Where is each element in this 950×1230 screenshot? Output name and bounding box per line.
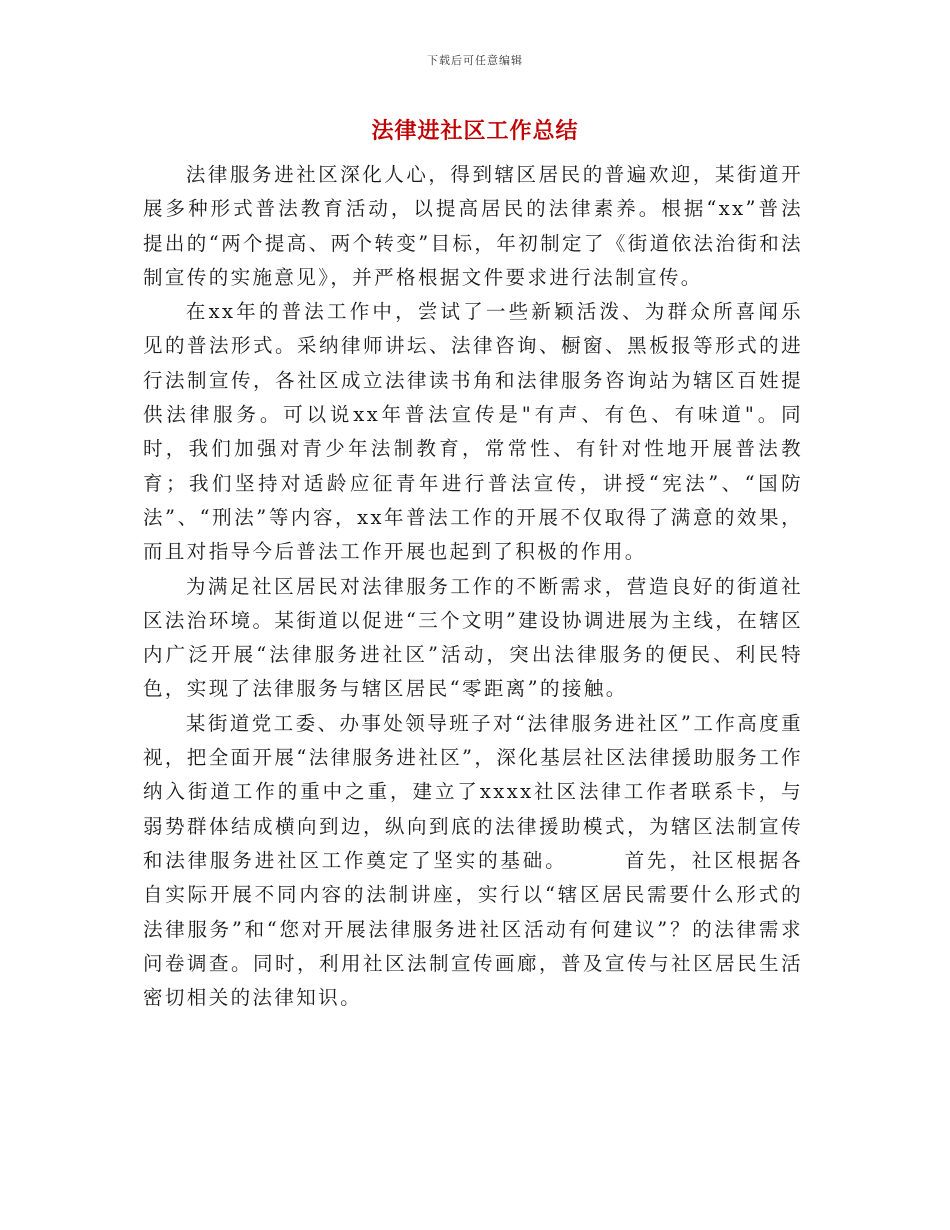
paragraph-1: 法律服务进社区深化人心，得到辖区居民的普遍欢迎，某街道开展多种形式普法教育活动，以提高居民的法律素养。根据“xx”普法提出的“两个提高、两个转变”目标，年初制定了《街道依法治街和法制宣传的实施意见》，并严格根据文件要求进行法制宣传。 [143,163,803,289]
header-note: 下载后可任意编辑 [427,54,523,67]
paragraph-3: 为满足社区居民对法律服务工作的不断需求，营造良好的街道社区法治环境。某街道以促进“三个文明”建设协调进展为主线，在辖区内广泛开展“法律服务进社区”活动，突出法律服务的便民、利民特色，实现了法律服务与辖区居民“零距离”的接触。 [143,574,803,701]
paragraph-2: 在xx年的普法工作中，尝试了一些新颖活泼、为群众所喜闻乐见的普法形式。采纳律师讲坛、法律咨询、橱窗、黑板报等形式的进行法制宣传，各社区成立法律读书角和法律服务咨询站为辖区百姓提供法律服务。可以说xx年普法宣传是"有声、有色、有味道"。同时，我们加强对青少年法制教育，常常性、有针对性地开展普法教育；我们坚持对适龄应征青年进行普法宣传，讲授“宪法”、“国防法”、“刑法”等内容，xx年普法工作的开展不仅取得了满意的效果，而且对指导今后普法工作开展也起到了积极的作用。 [143,300,803,564]
document-body [143,158,803,1015]
paragraph-4: 某街道党工委、办事处领导班子对“法律服务进社区”工作高度重视，把全面开展“法律服务进社区”，深化基层社区法律援助服务工作纳入街道工作的重中之重，建立了xxxx社区法律工作者联系卡，与弱势群体结成横向到边，纵向到底的法律援助模式，为辖区法制宣传和法律服务进社区工作奠定了坚实的基础。 首先，社区根据各自实际开展不同内容的法制讲座，实行以“辖区居民需要什么形式的法律服务”和“您对开展法律服务进社区活动有何建议”？的法律需求问卷调查。同时，利用社区法制宣传画廊，普及宣传与社区居民生活密切相关的法律知识。 [143,711,803,1010]
document-title: 法律进社区工作总结 [371,119,579,144]
